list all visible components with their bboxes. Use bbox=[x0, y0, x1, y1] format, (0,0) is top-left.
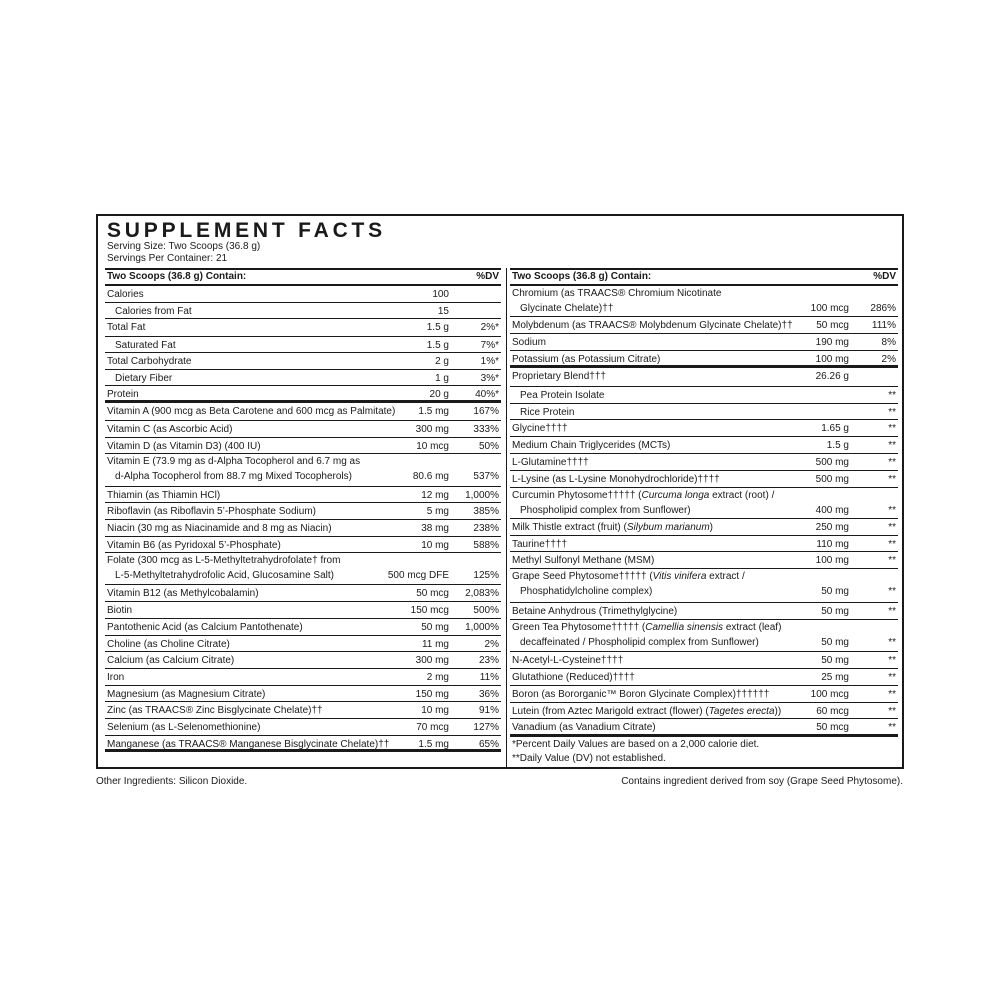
left-column-header bbox=[105, 268, 501, 286]
daily-value-percent: 36% bbox=[478, 689, 499, 700]
supplement-facts-panel bbox=[96, 214, 904, 769]
daily-value-percent: 385% bbox=[473, 506, 499, 517]
nutrient-amount: 50 mg bbox=[821, 606, 849, 617]
left-nutrient-row bbox=[105, 636, 501, 652]
nutrient-name: Rice Protein bbox=[520, 407, 575, 418]
nutrient-name: Calories bbox=[107, 289, 144, 300]
nutrient-name: Total Fat bbox=[107, 322, 146, 333]
nutrient-amount: 38 mg bbox=[421, 523, 449, 534]
left-nutrient-row bbox=[105, 370, 501, 386]
right-nutrient-row bbox=[510, 569, 898, 603]
nutrient-name: Vitamin D (as Vitamin D3) (400 IU) bbox=[107, 441, 261, 452]
servings-per-container: Servings Per Container: 21 bbox=[107, 253, 228, 264]
nutrient-amount: 50 mcg bbox=[816, 722, 849, 733]
nutrient-amount: 20 g bbox=[429, 389, 449, 400]
nutrient-name: Pantothenic Acid (as Calcium Pantothenate) bbox=[107, 622, 303, 633]
daily-value-percent: 1,000% bbox=[465, 622, 499, 633]
right-nutrient-row bbox=[510, 437, 898, 454]
nutrient-name: Protein bbox=[107, 389, 139, 400]
left-nutrient-row bbox=[105, 669, 501, 686]
nutrient-amount: 10 mcg bbox=[416, 441, 449, 452]
daily-value-percent: 2%* bbox=[480, 322, 499, 333]
nutrient-name: Calcium (as Calcium Citrate) bbox=[107, 655, 235, 666]
nutrient-amount: 100 bbox=[432, 289, 449, 300]
nutrient-amount: 190 mg bbox=[815, 337, 849, 348]
daily-value-percent: ** bbox=[888, 555, 896, 566]
panel-title: SUPPLEMENT FACTS bbox=[107, 219, 386, 242]
daily-value-percent: 537% bbox=[473, 471, 499, 482]
right-nutrient-row bbox=[510, 552, 898, 569]
left-nutrient-row bbox=[105, 520, 501, 537]
left-nutrient-row bbox=[105, 487, 501, 503]
right-nutrient-row bbox=[510, 286, 898, 317]
nutrient-name: Zinc (as TRAACS® Zinc Bisglycinate Chelate)†† bbox=[107, 705, 323, 716]
left-nutrient-row bbox=[105, 337, 501, 353]
daily-value-percent: 2,083% bbox=[465, 588, 499, 599]
nutrient-name: Pea Protein Isolate bbox=[520, 390, 605, 401]
right-nutrient-row bbox=[510, 719, 898, 737]
nutrient-name: Sodium bbox=[512, 337, 546, 348]
right-column-header bbox=[510, 268, 898, 286]
daily-value-percent: ** bbox=[888, 390, 896, 401]
right-nutrient-row bbox=[510, 603, 898, 620]
daily-value-percent: 286% bbox=[870, 303, 896, 314]
nutrient-amount: 50 mg bbox=[421, 622, 449, 633]
daily-value-percent: 50% bbox=[478, 441, 499, 452]
daily-value-percent: 7%* bbox=[480, 340, 499, 351]
serving-size: Serving Size: Two Scoops (36.8 g) bbox=[107, 241, 261, 252]
left-dv-header: %DV bbox=[476, 271, 499, 282]
left-nutrient-row bbox=[105, 553, 501, 585]
nutrient-name: d-Alpha Tocopherol from 88.7 mg Mixed Tocopherols) bbox=[115, 471, 352, 482]
nutrient-name: Magnesium (as Magnesium Citrate) bbox=[107, 689, 266, 700]
left-nutrient-row bbox=[105, 403, 501, 421]
nutrient-name: Curcumin Phytosome††††† (Curcuma longa extract (root) / bbox=[512, 490, 775, 501]
nutrient-name: Medium Chain Triglycerides (MCTs) bbox=[512, 440, 671, 451]
nutrient-amount: 100 mg bbox=[815, 555, 849, 566]
nutrient-amount: 50 mg bbox=[821, 586, 849, 597]
nutrient-name: L-5-Methyltetrahydrofolic Acid, Glucosamine Salt) bbox=[115, 570, 334, 581]
nutrient-amount: 250 mg bbox=[815, 522, 849, 533]
nutrient-name: decaffeinated / Phospholipid complex from Sunflower) bbox=[520, 637, 759, 648]
daily-value-percent: 588% bbox=[473, 540, 499, 551]
nutrient-amount: 1.5 g bbox=[426, 322, 449, 333]
nutrient-amount: 500 mg bbox=[815, 474, 849, 485]
nutrient-amount: 300 mg bbox=[415, 655, 449, 666]
left-nutrient-row bbox=[105, 319, 501, 337]
nutrient-name: Potassium (as Potassium Citrate) bbox=[512, 354, 661, 365]
right-nutrient-row bbox=[510, 488, 898, 519]
right-nutrient-row bbox=[510, 703, 898, 719]
nutrient-name: Glycine†††† bbox=[512, 423, 568, 434]
nutrient-amount: 1.65 g bbox=[821, 423, 849, 434]
daily-value-percent: 500% bbox=[473, 605, 499, 616]
right-nutrient-row bbox=[510, 652, 898, 669]
nutrient-amount: 50 mg bbox=[821, 655, 849, 666]
left-nutrient-row bbox=[105, 652, 501, 669]
nutrient-amount: 500 mcg DFE bbox=[387, 570, 449, 581]
nutrient-name: Folate (300 mcg as L-5-Methyltetrahydrofolate† from bbox=[107, 555, 341, 566]
nutrient-amount: 110 mg bbox=[816, 539, 849, 550]
daily-value-percent: 1,000% bbox=[465, 490, 499, 501]
nutrient-name: Riboflavin (as Riboflavin 5’-Phosphate Sodium) bbox=[107, 506, 316, 517]
nutrient-name: Vanadium (as Vanadium Citrate) bbox=[512, 722, 656, 733]
daily-value-percent: 167% bbox=[473, 406, 499, 417]
daily-value-percent: 3%* bbox=[480, 373, 499, 384]
daily-value-percent: 127% bbox=[473, 722, 499, 733]
right-column bbox=[510, 268, 898, 767]
nutrient-name: Grape Seed Phytosome††††† (Vitis vinifera extract / bbox=[512, 571, 745, 582]
nutrient-amount: 1.5 mg bbox=[418, 739, 449, 750]
right-nutrient-row bbox=[510, 686, 898, 703]
nutrient-amount: 1.5 g bbox=[426, 340, 449, 351]
left-nutrient-row bbox=[105, 438, 501, 454]
left-column bbox=[105, 268, 501, 767]
daily-value-percent: ** bbox=[888, 474, 896, 485]
right-header-label: Two Scoops (36.8 g) Contain: bbox=[512, 271, 652, 282]
daily-value-percent: 40%* bbox=[475, 389, 499, 400]
nutrient-amount: 100 mg bbox=[815, 354, 849, 365]
left-nutrient-row bbox=[105, 719, 501, 736]
daily-value-percent: 125% bbox=[473, 570, 499, 581]
nutrient-amount: 1 g bbox=[435, 373, 449, 384]
right-nutrient-row bbox=[510, 519, 898, 536]
daily-value-percent: ** bbox=[888, 505, 896, 516]
nutrient-amount: 100 mcg bbox=[810, 303, 849, 314]
daily-value-percent: ** bbox=[888, 586, 896, 597]
daily-value-percent: ** bbox=[888, 457, 896, 468]
nutrient-name: Manganese (as TRAACS® Manganese Bisglycinate Chelate)†† bbox=[107, 739, 390, 750]
nutrient-amount: 150 mcg bbox=[410, 605, 449, 616]
nutrient-name: Phospholipid complex from Sunflower) bbox=[520, 505, 691, 516]
daily-value-percent: 111% bbox=[871, 320, 896, 331]
daily-value-percent: ** bbox=[888, 637, 896, 648]
nutrient-amount: 60 mcg bbox=[816, 706, 849, 717]
nutrient-amount: 150 mg bbox=[415, 689, 449, 700]
left-nutrient-row bbox=[105, 303, 501, 319]
nutrient-name: Total Carbohydrate bbox=[107, 356, 192, 367]
daily-value-percent: 2% bbox=[484, 639, 499, 650]
nutrient-name: Taurine†††† bbox=[512, 539, 568, 550]
nutrient-name: Iron bbox=[107, 672, 125, 683]
nutrient-name: Boron (as Bororganic™ Boron Glycinate Complex)†††††† bbox=[512, 689, 770, 700]
daily-value-percent: 238% bbox=[473, 523, 499, 534]
nutrient-amount: 80.6 mg bbox=[412, 471, 449, 482]
left-nutrient-row bbox=[105, 503, 501, 520]
left-nutrient-row bbox=[105, 537, 501, 553]
nutrient-name: Vitamin E (73.9 mg as d-Alpha Tocopherol and 6.7 mg as bbox=[107, 456, 361, 467]
daily-value-percent: ** bbox=[888, 539, 896, 550]
daily-value-percent: ** bbox=[888, 655, 896, 666]
nutrient-amount: 50 mcg bbox=[816, 320, 849, 331]
daily-value-percent: ** bbox=[888, 689, 896, 700]
left-nutrient-row bbox=[105, 686, 501, 702]
nutrient-amount: 100 mcg bbox=[810, 689, 849, 700]
column-divider bbox=[506, 268, 507, 767]
nutrient-name: Lutein (from Aztec Marigold extract (flower) (Tagetes erecta)) bbox=[512, 706, 782, 717]
left-nutrient-row bbox=[105, 702, 501, 719]
daily-value-percent: ** bbox=[888, 672, 896, 683]
nutrient-amount: 400 mg bbox=[815, 505, 849, 516]
nutrient-amount: 300 mg bbox=[415, 424, 449, 435]
daily-value-percent: ** bbox=[888, 522, 896, 533]
nutrient-amount: 2 mg bbox=[426, 672, 449, 683]
right-nutrient-row bbox=[510, 404, 898, 420]
daily-value-percent: ** bbox=[888, 407, 896, 418]
right-nutrient-row bbox=[510, 334, 898, 351]
nutrient-name: Saturated Fat bbox=[115, 340, 176, 351]
other-ingredients: Other Ingredients: Silicon Dioxide. bbox=[96, 776, 248, 787]
nutrient-name: Methyl Sulfonyl Methane (MSM) bbox=[512, 555, 655, 566]
right-nutrient-row bbox=[510, 536, 898, 552]
nutrient-amount: 15 bbox=[437, 306, 449, 317]
daily-value-percent: ** bbox=[888, 722, 896, 733]
left-nutrient-row bbox=[105, 421, 501, 438]
nutrient-name: Milk Thistle extract (fruit) (Silybum marianum) bbox=[512, 522, 713, 533]
nutrient-amount: 5 mg bbox=[426, 506, 449, 517]
daily-value-percent: ** bbox=[888, 706, 896, 717]
right-nutrient-row bbox=[510, 420, 898, 437]
left-header-label: Two Scoops (36.8 g) Contain: bbox=[107, 271, 247, 282]
nutrient-name: N-Acetyl-L-Cysteine†††† bbox=[512, 655, 624, 666]
right-nutrient-row bbox=[510, 368, 898, 387]
left-nutrient-row bbox=[105, 736, 501, 752]
nutrient-name: Vitamin B6 (as Pyridoxal 5’-Phosphate) bbox=[107, 540, 281, 551]
nutrient-amount: 2 g bbox=[435, 356, 449, 367]
nutrient-name: Vitamin C (as Ascorbic Acid) bbox=[107, 424, 233, 435]
left-nutrient-row bbox=[105, 602, 501, 619]
nutrient-amount: 10 mg bbox=[421, 705, 449, 716]
nutrient-amount: 500 mg bbox=[815, 457, 849, 468]
nutrient-name: Vitamin B12 (as Methylcobalamin) bbox=[107, 588, 259, 599]
right-nutrient-row bbox=[510, 620, 898, 652]
left-nutrient-row bbox=[105, 585, 501, 602]
left-nutrient-row bbox=[105, 386, 501, 403]
nutrient-amount: 70 mcg bbox=[416, 722, 449, 733]
right-nutrient-row bbox=[510, 454, 898, 471]
nutrient-name: Proprietary Blend††† bbox=[512, 371, 606, 382]
right-nutrient-row bbox=[510, 317, 898, 334]
nutrient-name: Dietary Fiber bbox=[115, 373, 173, 384]
nutrient-name: Calories from Fat bbox=[115, 306, 192, 317]
nutrient-amount: 11 mg bbox=[421, 639, 449, 650]
nutrient-name: Glutathione (Reduced)†††† bbox=[512, 672, 635, 683]
nutrient-name: Biotin bbox=[107, 605, 133, 616]
nutrient-amount: 50 mcg bbox=[416, 588, 449, 599]
daily-value-percent: ** bbox=[888, 423, 896, 434]
left-nutrient-row bbox=[105, 286, 501, 303]
nutrient-name: Molybdenum (as TRAACS® Molybdenum Glycinate Chelate)†† bbox=[512, 320, 793, 331]
right-nutrient-row bbox=[510, 351, 898, 368]
right-nutrient-row bbox=[510, 471, 898, 488]
footnote: **Daily Value (DV) not established. bbox=[512, 753, 666, 764]
left-nutrient-row bbox=[105, 454, 501, 487]
nutrient-name: Niacin (30 mg as Niacinamide and 8 mg as Niacin) bbox=[107, 523, 332, 534]
nutrient-amount: 1.5 mg bbox=[418, 406, 449, 417]
daily-value-percent: 11% bbox=[479, 672, 499, 683]
daily-value-percent: ** bbox=[888, 606, 896, 617]
nutrient-name: L-Glutamine†††† bbox=[512, 457, 589, 468]
nutrient-name: Vitamin A (900 mcg as Beta Carotene and 600 mcg as Palmitate) bbox=[107, 406, 396, 417]
daily-value-percent: 23% bbox=[478, 655, 499, 666]
nutrient-name: L-Lysine (as L-Lysine Monohydrochloride)†††† bbox=[512, 474, 720, 485]
right-nutrient-row bbox=[510, 387, 898, 404]
nutrient-amount: 50 mg bbox=[821, 637, 849, 648]
right-nutrient-row bbox=[510, 669, 898, 686]
footnote: *Percent Daily Values are based on a 2,000 calorie diet. bbox=[512, 739, 760, 750]
nutrient-name: Betaine Anhydrous (Trimethylglycine) bbox=[512, 606, 678, 617]
daily-value-percent: 91% bbox=[478, 705, 499, 716]
left-nutrient-row bbox=[105, 619, 501, 636]
nutrient-amount: 1.5 g bbox=[826, 440, 849, 451]
nutrient-amount: 26.26 g bbox=[815, 371, 849, 382]
nutrient-amount: 10 mg bbox=[421, 540, 449, 551]
nutrient-name: Glycinate Chelate)†† bbox=[520, 303, 614, 314]
left-nutrient-row bbox=[105, 353, 501, 370]
nutrient-name: Selenium (as L-Selenomethionine) bbox=[107, 722, 261, 733]
daily-value-percent: ** bbox=[888, 440, 896, 451]
daily-value-percent: 65% bbox=[478, 739, 499, 750]
daily-value-percent: 333% bbox=[473, 424, 499, 435]
nutrient-name: Chromium (as TRAACS® Chromium Nicotinate bbox=[512, 288, 722, 299]
daily-value-percent: 1%* bbox=[480, 356, 499, 367]
daily-value-percent: 8% bbox=[881, 337, 896, 348]
allergen-note: Contains ingredient derived from soy (Grape Seed Phytosome). bbox=[621, 776, 903, 787]
nutrient-amount: 12 mg bbox=[421, 490, 449, 501]
daily-value-percent: 2% bbox=[881, 354, 896, 365]
nutrient-amount: 25 mg bbox=[821, 672, 849, 683]
nutrient-name: Phosphatidylcholine complex) bbox=[520, 586, 653, 597]
nutrient-name: Choline (as Choline Citrate) bbox=[107, 639, 230, 650]
nutrient-name: Green Tea Phytosome††††† (Camellia sinensis extract (leaf) bbox=[512, 622, 782, 633]
nutrient-name: Thiamin (as Thiamin HCl) bbox=[107, 490, 221, 501]
right-dv-header: %DV bbox=[873, 271, 896, 282]
